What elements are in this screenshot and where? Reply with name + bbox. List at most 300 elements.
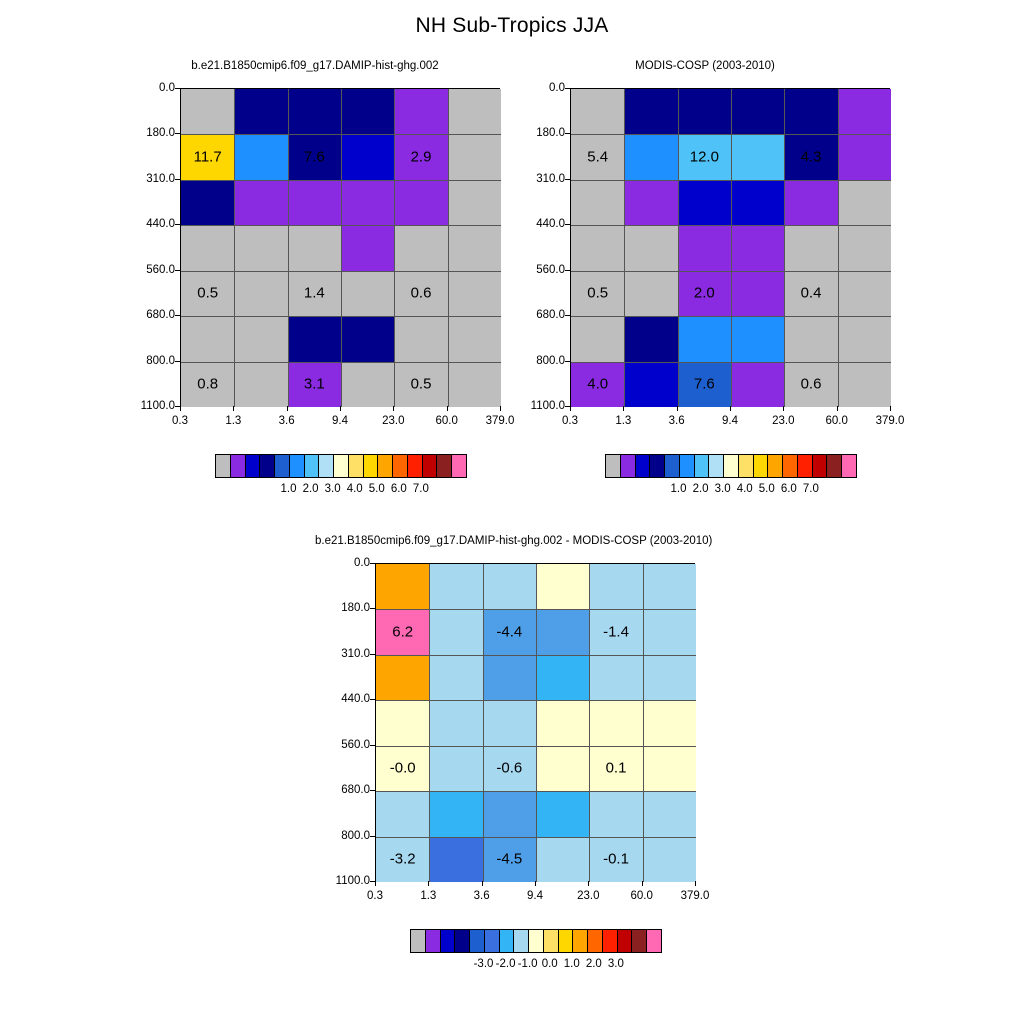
heatmap-cell	[678, 225, 731, 270]
heatmap-cell	[624, 316, 677, 361]
heatmap-cell	[624, 180, 677, 225]
x-axis-tick-mark	[588, 881, 589, 886]
heatmap-cell	[429, 564, 482, 609]
x-axis-tick-mark	[482, 881, 483, 886]
colorbar-segment	[754, 455, 769, 477]
heatmap-cell	[234, 180, 287, 225]
y-axis-tick-label: 310.0	[146, 172, 175, 185]
y-axis-tick-label: 310.0	[341, 647, 370, 660]
y-axis-tick-label: 0.0	[159, 82, 175, 94]
y-axis-tick-mark	[175, 133, 180, 134]
heatmap-cell	[643, 700, 696, 745]
heatmap-cell	[394, 89, 447, 134]
heatmap-cell	[448, 180, 501, 225]
colorbar-tick-label: 2.0	[585, 958, 602, 970]
y-axis-tick-mark	[370, 563, 375, 564]
colorbar-segment	[514, 930, 529, 952]
x-axis-tick-label: 0.3	[367, 890, 383, 902]
heatmap-cell	[643, 837, 696, 882]
grid-line	[536, 564, 537, 882]
colorbar-tick-label: -3.0	[473, 958, 494, 970]
colorbar-segment	[842, 455, 856, 477]
grid-line	[731, 89, 732, 407]
colorbar-segment	[709, 455, 724, 477]
colorbar-segment	[260, 455, 275, 477]
heatmap-cell	[731, 316, 784, 361]
y-axis-tick-label: 560.0	[341, 738, 370, 751]
y-axis-tick-mark	[175, 224, 180, 225]
colorbar-segment	[636, 455, 651, 477]
heatmap-cell	[589, 564, 642, 609]
colorbar-tick-label: 6.0	[780, 483, 797, 495]
x-axis-tick-mark	[393, 406, 394, 411]
x-axis-tick-mark	[233, 406, 234, 411]
heatmap-cell	[429, 837, 482, 882]
y-axis-tick-label: 800.0	[341, 829, 370, 842]
cell-value-label: -4.5	[496, 850, 523, 868]
cell-value-label: 1.4	[303, 284, 325, 302]
cell-value-label: -0.1	[603, 850, 629, 868]
y-axis-tick-mark	[565, 270, 570, 271]
x-axis-tick-mark	[340, 406, 341, 411]
grid-line	[181, 225, 501, 226]
colorbar-segment	[275, 455, 290, 477]
colorbar	[605, 454, 857, 478]
colorbar-tick-label: 0.0	[541, 958, 558, 970]
grid-line	[589, 564, 590, 882]
panel-title: b.e21.B1850cmip6.f09_g17.DAMIP-hist-ghg.002	[191, 60, 439, 72]
colorbar-segment	[559, 930, 574, 952]
colorbar-segment	[437, 455, 452, 477]
x-axis-tick-label: 379.0	[875, 415, 905, 427]
heatmap-cell	[731, 134, 784, 179]
heatmap-cell	[643, 791, 696, 836]
grid-line	[483, 564, 484, 882]
y-axis-tick-label: 180.0	[536, 127, 565, 140]
cell-value-label: -3.2	[389, 850, 416, 868]
grid-line	[288, 89, 289, 407]
colorbar-tick-label: 1.0	[280, 483, 297, 495]
x-axis-tick-label: 0.3	[562, 415, 578, 427]
colorbar-tick-label: 4.0	[736, 483, 753, 495]
grid-line	[838, 89, 839, 407]
heatmap-cell	[483, 655, 536, 700]
colorbar-tick-label: 4.0	[346, 483, 363, 495]
y-axis-tick-mark	[565, 133, 570, 134]
colorbar-segment	[603, 930, 618, 952]
colorbar-segment	[319, 455, 334, 477]
colorbar-segment	[470, 930, 485, 952]
x-axis-tick-label: 9.4	[722, 415, 738, 427]
heatmap-cell	[536, 655, 589, 700]
colorbar-tick-label: 1.0	[563, 958, 580, 970]
heatmap-cell	[483, 700, 536, 745]
heatmap-cell	[731, 225, 784, 270]
x-axis-tick-label: 23.0	[577, 890, 600, 902]
colorbar-segment	[827, 455, 842, 477]
heatmap-cell	[536, 609, 589, 654]
grid-line	[448, 89, 449, 407]
grid-line	[181, 180, 501, 181]
heatmap-cell	[234, 362, 287, 407]
y-axis-tick-mark	[565, 315, 570, 316]
grid-line	[181, 134, 501, 135]
heatmap-cell	[429, 609, 482, 654]
heatmap-cell	[234, 271, 287, 316]
heatmap-cell	[536, 746, 589, 791]
heatmap-cell	[731, 271, 784, 316]
colorbar-segment	[783, 455, 798, 477]
colorbar-segment	[695, 455, 710, 477]
colorbar-segment	[393, 455, 408, 477]
y-axis-tick-label: 0.0	[354, 557, 370, 569]
colorbar-tick-label: 3.0	[714, 483, 731, 495]
heatmap-cell	[624, 362, 677, 407]
grid-line	[376, 700, 696, 701]
cell-value-label: 0.8	[197, 375, 219, 393]
heatmap-cell	[394, 225, 447, 270]
colorbar-segment	[408, 455, 423, 477]
y-axis-tick-mark	[175, 361, 180, 362]
colorbar-segment	[290, 455, 305, 477]
colorbar-segment	[798, 455, 813, 477]
colorbar-segment	[544, 930, 559, 952]
heatmap-cell	[624, 225, 677, 270]
y-axis-tick-label: 1100.0	[530, 400, 565, 412]
x-axis-tick-label: 23.0	[382, 415, 405, 427]
heatmap-cell	[341, 180, 394, 225]
cell-value-label: 6.2	[392, 623, 414, 641]
heatmap-cell	[589, 791, 642, 836]
heatmap-cell	[678, 316, 731, 361]
colorbar-segment	[618, 930, 633, 952]
cell-value-label: 0.6	[410, 284, 432, 302]
heatmap-cell	[376, 655, 429, 700]
colorbar-segment	[650, 455, 665, 477]
cell-value-label: 0.4	[800, 284, 822, 302]
colorbar-segment	[305, 455, 320, 477]
cell-value-label: 2.9	[410, 148, 432, 166]
x-axis-tick-mark	[695, 881, 696, 886]
grid-line	[643, 564, 644, 882]
y-axis-tick-mark	[565, 179, 570, 180]
colorbar-segment	[423, 455, 438, 477]
x-axis-tick-label: 23.0	[772, 415, 795, 427]
heatmap-cell	[234, 225, 287, 270]
heatmap-cell	[288, 316, 341, 361]
y-axis-tick-label: 560.0	[146, 263, 175, 276]
colorbar-segment	[216, 455, 231, 477]
grid-line	[624, 89, 625, 407]
colorbar-segment	[529, 930, 544, 952]
heatmap-cell	[838, 180, 891, 225]
heatmap-cell	[643, 655, 696, 700]
heatmap-cell	[643, 746, 696, 791]
heatmap-plot[interactable]	[570, 88, 890, 406]
y-axis-tick-label: 1100.0	[140, 400, 175, 412]
cell-value-label: 0.5	[410, 375, 432, 393]
cell-value-label: -0.6	[496, 759, 523, 777]
y-axis-tick-label: 310.0	[536, 172, 565, 185]
grid-line	[341, 89, 342, 407]
heatmap-cell	[643, 564, 696, 609]
x-axis-tick-label: 0.3	[172, 415, 188, 427]
cell-value-label: 12.0	[689, 148, 719, 166]
colorbar-tick-label: 5.0	[758, 483, 775, 495]
colorbar-segment	[621, 455, 636, 477]
heatmap-cell	[181, 225, 234, 270]
heatmap-cell	[429, 746, 482, 791]
panel-model	[120, 60, 515, 500]
colorbar-tick-label: 7.0	[412, 483, 429, 495]
y-axis-tick-label: 440.0	[146, 218, 175, 231]
x-axis-tick-label: 60.0	[825, 415, 848, 427]
y-axis-tick-mark	[565, 88, 570, 89]
heatmap-cell	[678, 180, 731, 225]
x-axis-tick-mark	[677, 406, 678, 411]
cell-value-label: 0.5	[197, 284, 219, 302]
x-axis-tick-mark	[375, 881, 376, 886]
colorbar-segment	[364, 455, 379, 477]
colorbar-segment	[334, 455, 349, 477]
colorbar-segment	[411, 930, 426, 952]
x-axis-tick-label: 9.4	[527, 890, 543, 902]
colorbar-segment	[680, 455, 695, 477]
heatmap-cell	[181, 89, 234, 134]
x-axis-tick-label: 60.0	[435, 415, 458, 427]
grid-line	[429, 564, 430, 882]
heatmap-cell	[536, 837, 589, 882]
cell-value-label: 2.0	[693, 284, 715, 302]
heatmap-cell	[536, 700, 589, 745]
heatmap-cell	[643, 609, 696, 654]
cell-value-label: 7.6	[693, 375, 715, 393]
cell-value-label: 0.1	[605, 759, 627, 777]
heatmap-cell	[571, 225, 624, 270]
colorbar-segment	[452, 455, 466, 477]
grid-line	[678, 89, 679, 407]
colorbar-tick-label: 5.0	[368, 483, 385, 495]
heatmap-cell	[448, 316, 501, 361]
colorbar-segment	[632, 930, 647, 952]
grid-line	[571, 316, 891, 317]
heatmap-cell	[341, 271, 394, 316]
colorbar-tick-label: 2.0	[692, 483, 709, 495]
y-axis-tick-mark	[370, 745, 375, 746]
grid-line	[571, 271, 891, 272]
x-axis-tick-label: 3.6	[473, 890, 490, 902]
heatmap-cell	[448, 271, 501, 316]
cell-value-label: 0.5	[587, 284, 609, 302]
cell-value-label: 0.6	[800, 375, 822, 393]
x-axis-tick-mark	[783, 406, 784, 411]
heatmap-cell	[589, 655, 642, 700]
colorbar-segment	[455, 930, 470, 952]
y-axis-tick-label: 800.0	[536, 354, 565, 367]
heatmap-cell	[181, 180, 234, 225]
colorbar-segment	[606, 455, 621, 477]
x-axis-tick-mark	[623, 406, 624, 411]
colorbar-segment	[378, 455, 393, 477]
colorbar	[410, 929, 662, 953]
heatmap-cell	[341, 134, 394, 179]
heatmap-cell	[483, 564, 536, 609]
heatmap-cell	[536, 564, 589, 609]
colorbar-segment	[724, 455, 739, 477]
y-axis-tick-mark	[565, 224, 570, 225]
y-axis-tick-mark	[370, 790, 375, 791]
heatmap-cell	[234, 89, 287, 134]
x-axis-tick-label: 3.6	[668, 415, 685, 427]
heatmap-cell	[838, 225, 891, 270]
x-axis-tick-mark	[180, 406, 181, 411]
heatmap-cell	[838, 362, 891, 407]
grid-line	[376, 609, 696, 610]
heatmap-cell	[448, 89, 501, 134]
grid-line	[376, 791, 696, 792]
y-axis-tick-mark	[175, 88, 180, 89]
y-axis-tick-label: 180.0	[341, 602, 370, 615]
heatmap-cell	[784, 225, 837, 270]
x-axis-tick-label: 379.0	[680, 890, 710, 902]
heatmap-cell	[448, 134, 501, 179]
x-axis-tick-mark	[428, 881, 429, 886]
y-axis-tick-label: 800.0	[146, 354, 175, 367]
colorbar-tick-label: 1.0	[670, 483, 687, 495]
cell-value-label: 7.6	[303, 148, 325, 166]
x-axis-tick-mark	[287, 406, 288, 411]
grid-line	[571, 225, 891, 226]
heatmap-cell	[731, 180, 784, 225]
colorbar-segment	[588, 930, 603, 952]
colorbar-segment	[500, 930, 515, 952]
panel-title: b.e21.B1850cmip6.f09_g17.DAMIP-hist-ghg.002 - MODIS-COSP (2003-2010)	[315, 535, 713, 547]
heatmap-cell	[589, 700, 642, 745]
heatmap-cell	[838, 89, 891, 134]
x-axis-tick-mark	[642, 881, 643, 886]
y-axis-tick-mark	[175, 179, 180, 180]
grid-line	[376, 655, 696, 656]
cell-value-label: 5.4	[587, 148, 609, 166]
colorbar-segment	[426, 930, 441, 952]
heatmap-cell	[376, 564, 429, 609]
heatmap-cell	[571, 316, 624, 361]
grid-line	[234, 89, 235, 407]
heatmap-cell	[571, 89, 624, 134]
colorbar	[215, 454, 467, 478]
heatmap-cell	[429, 791, 482, 836]
heatmap-cell	[341, 316, 394, 361]
colorbar-segment	[485, 930, 500, 952]
grid-line	[571, 362, 891, 363]
heatmap-cell	[571, 180, 624, 225]
heatmap-cell	[341, 89, 394, 134]
cell-value-label: -0.0	[389, 759, 416, 777]
heatmap-cell	[448, 225, 501, 270]
cell-value-label: 4.0	[587, 375, 609, 393]
x-axis-tick-label: 1.3	[225, 415, 242, 427]
y-axis-tick-label: 680.0	[341, 784, 370, 797]
heatmap-cell	[731, 362, 784, 407]
y-axis-tick-mark	[370, 654, 375, 655]
heatmap-cell	[429, 655, 482, 700]
grid-line	[376, 837, 696, 838]
colorbar-tick-label: 3.0	[324, 483, 341, 495]
panel-difference	[315, 535, 713, 1005]
grid-line	[181, 316, 501, 317]
heatmap-cell	[838, 134, 891, 179]
x-axis-tick-mark	[500, 406, 501, 411]
grid-line	[181, 362, 501, 363]
heatmap-cell	[838, 316, 891, 361]
cell-value-label: 11.7	[193, 148, 222, 166]
heatmap-plot[interactable]	[180, 88, 500, 406]
heatmap-cell	[483, 791, 536, 836]
x-axis-tick-mark	[447, 406, 448, 411]
y-axis-tick-mark	[370, 608, 375, 609]
y-axis-tick-mark	[175, 315, 180, 316]
heatmap-cell	[838, 271, 891, 316]
heatmap-cell	[448, 362, 501, 407]
grid-line	[571, 180, 891, 181]
cell-value-label: -4.4	[496, 623, 523, 641]
heatmap-cell	[288, 225, 341, 270]
panel-title: MODIS-COSP (2003-2010)	[635, 60, 775, 72]
y-axis-tick-label: 440.0	[536, 218, 565, 231]
colorbar-segment	[573, 930, 588, 952]
grid-line	[784, 89, 785, 407]
y-axis-tick-label: 680.0	[146, 309, 175, 322]
heatmap-cell	[181, 316, 234, 361]
colorbar-segment	[441, 930, 456, 952]
colorbar-tick-label: 6.0	[390, 483, 407, 495]
x-axis-tick-label: 379.0	[485, 415, 515, 427]
y-axis-tick-label: 560.0	[536, 263, 565, 276]
x-axis-tick-mark	[570, 406, 571, 411]
heatmap-cell	[536, 791, 589, 836]
heatmap-cell	[341, 225, 394, 270]
colorbar-segment	[349, 455, 364, 477]
colorbar-segment	[768, 455, 783, 477]
colorbar-segment	[647, 930, 661, 952]
colorbar-segment	[231, 455, 246, 477]
y-axis-tick-label: 440.0	[341, 693, 370, 706]
heatmap-cell	[678, 89, 731, 134]
heatmap-cell	[376, 700, 429, 745]
heatmap-cell	[341, 362, 394, 407]
heatmap-cell	[394, 180, 447, 225]
y-axis-tick-mark	[370, 699, 375, 700]
grid-line	[571, 134, 891, 135]
y-axis-tick-label: 680.0	[536, 309, 565, 322]
y-axis-tick-mark	[175, 270, 180, 271]
heatmap-cell	[624, 134, 677, 179]
colorbar-tick-label: -1.0	[517, 958, 538, 970]
heatmap-cell	[429, 700, 482, 745]
y-axis-tick-mark	[370, 836, 375, 837]
x-axis-tick-label: 1.3	[615, 415, 632, 427]
page-title: NH Sub-Tropics JJA	[415, 14, 609, 37]
x-axis-tick-label: 60.0	[630, 890, 653, 902]
colorbar-tick-label: 7.0	[802, 483, 819, 495]
heatmap-cell	[376, 791, 429, 836]
heatmap-cell	[624, 271, 677, 316]
x-axis-tick-mark	[837, 406, 838, 411]
colorbar-tick-label: 3.0	[607, 958, 624, 970]
y-axis-tick-mark	[565, 361, 570, 362]
heatmap-cell	[288, 180, 341, 225]
heatmap-plot[interactable]	[375, 563, 695, 881]
